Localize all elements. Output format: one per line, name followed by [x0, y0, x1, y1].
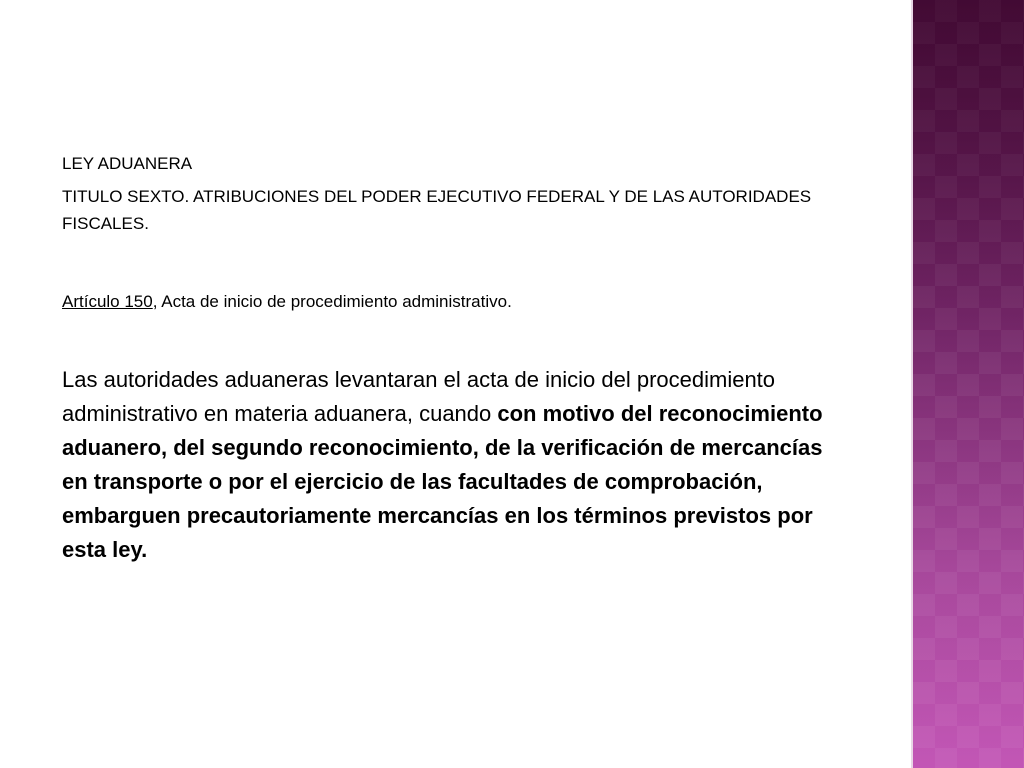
body-paragraph [62, 363, 832, 567]
section-title: TITULO SEXTO. ATRIBUCIONES DEL PODER EJECUTIVO FEDERAL Y DE LAS AUTORIDADES FISCALES. [62, 187, 812, 233]
law-title: LEY ADUANERA [62, 154, 193, 173]
decorative-side-band [913, 0, 1024, 768]
article-description: , Acta de inicio de procedimiento administrativo. [152, 292, 512, 311]
body-regular-text: Las autoridades aduaneras levantaran el acta de inicio del procedimiento administrativo en materia aduanera, cuando [62, 367, 776, 426]
slide-content [62, 150, 842, 589]
article-heading [62, 288, 842, 315]
article-link[interactable]: Artículo 150 [62, 292, 153, 311]
body-bold-text: con motivo del reconocimiento aduanero, del segundo reconocimiento, de la verificación de mercancías en transporte o por el ejercicio de las facultades de comprobación, embarguen precautoriamente mercancías en los términos previstos por esta ley. [62, 401, 823, 562]
